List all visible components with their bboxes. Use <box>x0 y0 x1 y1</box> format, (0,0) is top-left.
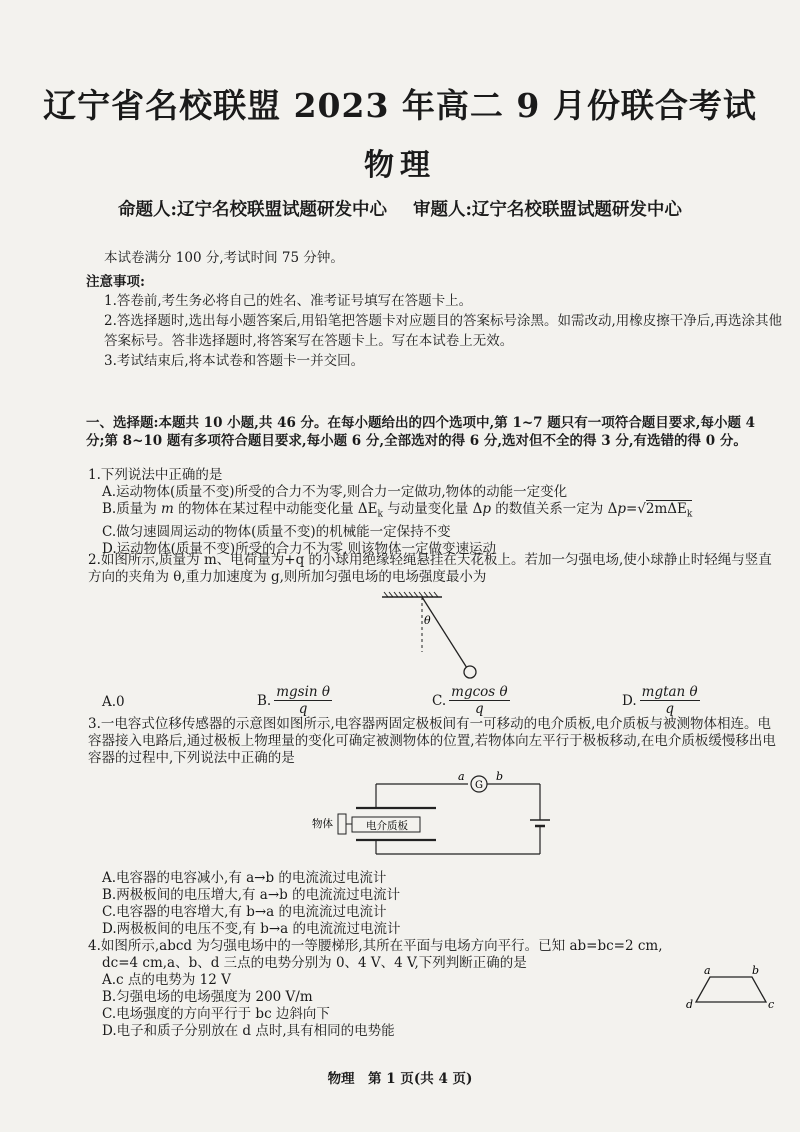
question-4-stem-line1: 4.如图所示,abcd 为匀强电场中的一等腰梯形,其所在平面与电场方向平行。已知 ab=bc=2 cm, <box>88 938 663 954</box>
vertex-b-label: b <box>752 964 760 977</box>
question-3-option-b: B.两极板间的电压增大,有 a→b 的电流流过电流计 <box>102 887 401 903</box>
subject-title: 物理 <box>364 148 436 183</box>
q2d-denominator: q <box>665 701 674 717</box>
question-2-option-a: A.0 <box>102 694 125 710</box>
question-2-option-b <box>257 684 332 717</box>
q1b-p2: p <box>617 501 626 517</box>
q1b-eq: = <box>625 501 638 517</box>
question-4-stem-line2: dc=4 cm,a、b、d 三点的电势分别为 0、4 V、4 V,下列判断正确的是 <box>102 955 527 971</box>
q1b-mid2: 与动量变化量 Δ <box>382 501 483 517</box>
question-1-option-c: C.做匀速圆周运动的物体(质量不变)的机械能一定保持不变 <box>102 523 451 540</box>
question-3-stem: 3.一电容式位移传感器的示意图如图所示,电容器两固定极板间有一可移动的电介质板,电介质板与被测物体相连。电容器接入电路后,通过极板上物理量的变化可确定被测物体的位置,若物体向左平行于极板移动,在电介质板缓慢移出电容器的过程中,下列说法中正确的是 <box>88 716 776 766</box>
q2c-fraction <box>449 684 509 717</box>
dielectric-label: 电介质板 <box>366 820 408 832</box>
question-4-option-c: C.电场强度的方向平行于 bc 边斜向下 <box>102 1006 330 1022</box>
question-3-option-c: C.电容器的电容增大,有 b→a 的电流流过电流计 <box>102 904 387 920</box>
q2c-numerator: mgcos θ <box>451 684 508 700</box>
question-2-option-d <box>622 684 700 717</box>
q2b-denominator: q <box>298 701 308 717</box>
object-label: 物体 <box>312 818 333 830</box>
q2b-fraction <box>274 684 332 717</box>
q2c-label: C. <box>432 692 447 709</box>
trapezoid-abcd <box>696 977 766 1002</box>
question-2-option-c <box>432 684 510 717</box>
point-a-label: a <box>458 770 465 783</box>
question-3-options <box>88 870 778 938</box>
question-4-option-a: A.c 点的电势为 12 V <box>102 972 231 988</box>
note-item-2: 2.答选择题时,选出每小题答案后,用铅笔把答题卡对应题目的答案标号涂黑。如需改动,用橡皮擦干净后,再选涂其他答案标号。答非选择题时,将答案写在答题卡上。写在本试卷上无效。 <box>104 313 783 349</box>
question-1-option-d: D.运动物体(质量不变)所受的合力不为零,则该物体一定做变速运动 <box>102 540 496 557</box>
trapezoid-figure <box>680 965 780 1010</box>
pendulum-figure <box>380 592 500 682</box>
exam-intro: 本试卷满分 100 分,考试时间 75 分钟。 <box>104 250 344 266</box>
vertex-d-label: d <box>686 998 694 1011</box>
question-4-option-b: B.匀强电场的电场强度为 200 V/m <box>102 989 313 1005</box>
charged-ball <box>464 666 476 678</box>
q1b-k2: k <box>686 509 693 520</box>
q1b-mid: 的物体在某过程中动能变化量 ΔE <box>173 501 378 517</box>
galvanometer-label: G <box>475 780 483 791</box>
question-4-option-d: D.电子和质子分别放在 d 点时,具有相同的电势能 <box>102 1023 395 1039</box>
note-item-1: 1.答卷前,考生务必将自己的姓名、准考证号填写在答题卡上。 <box>104 293 473 309</box>
pendulum-string <box>422 597 467 668</box>
question-2 <box>88 552 778 586</box>
question-1-option-b <box>88 501 778 524</box>
question-1-option-a: A.运动物体(质量不变)所受的合力不为零,则合力一定做功,物体的动能一定变化 <box>102 484 568 500</box>
point-b-label: b <box>496 770 504 783</box>
vertex-a-label: a <box>704 964 711 977</box>
q2b-label: B. <box>257 692 272 709</box>
q1b-k: k <box>377 509 383 520</box>
q2b-numerator: mgsin θ <box>276 684 331 700</box>
question-3-option-d: D.两极板间的电压不变,有 b→a 的电流流过电流计 <box>102 921 401 937</box>
sqrt-sign: √ <box>637 501 646 517</box>
q1b-p: p <box>482 501 491 517</box>
notes-list <box>104 291 784 371</box>
q2d-numerator: mgtan θ <box>641 684 698 700</box>
theta-label: θ <box>424 614 431 627</box>
question-3-option-a: A.电容器的电容减小,有 a→b 的电流流过电流计 <box>102 870 387 886</box>
q1b-m: m <box>161 501 174 517</box>
reviewer-label: 审题人:辽宁名校联盟试题研发中心 <box>412 200 682 220</box>
question-1 <box>88 467 778 558</box>
question-1-stem: 1.下列说法中正确的是 <box>88 467 223 483</box>
notes-heading: 注意事项: <box>86 274 145 290</box>
question-2-stem: 2.如图所示,质量为 m、电荷量为+q 的小球用绝缘轻绳悬挂在天花板上。若加一匀强电场,使小球静止时轻绳与竖直方向的夹角为 θ,重力加速度为 g,则所加匀强电场的电场强度最小为 <box>88 552 772 585</box>
authors-line <box>118 196 778 221</box>
q1b-pre: B.质量为 <box>102 501 162 517</box>
question-3 <box>88 716 778 767</box>
q2d-label: D. <box>622 692 637 709</box>
q1b-radicand <box>645 500 693 520</box>
q1b-mid3: 的数值关系一定为 Δ <box>490 501 618 517</box>
q2d-fraction <box>640 684 700 717</box>
question-4 <box>88 938 778 1040</box>
note-item-3: 3.考试结束后,将本试卷和答题卡一并交回。 <box>104 353 365 369</box>
q1b-sqrt: 2mΔE <box>645 501 687 517</box>
capacitor-sensor-figure <box>308 772 558 864</box>
exam-title: 辽宁省名校联盟 2023 年高二 9 月份联合考试 <box>43 86 757 125</box>
object-block <box>338 814 346 834</box>
section-heading: 一、选择题:本题共 10 小题,共 46 分。在每小题给出的四个选项中,第 1~7 题只有一项符合题目要求,每小题 4 分;第 8~10 题有多项符合题目要求,每小题 6 分,全部选对的得 6 分,选对但不全的得 3 分,有选错的得 0 分。 <box>86 415 756 449</box>
page-footer: 物理 第 1 页(共 4 页) <box>327 1071 473 1087</box>
author-label: 命题人:辽宁名校联盟试题研发中心 <box>118 200 387 220</box>
q2c-denominator: q <box>475 701 484 717</box>
vertex-c-label: c <box>768 998 775 1011</box>
